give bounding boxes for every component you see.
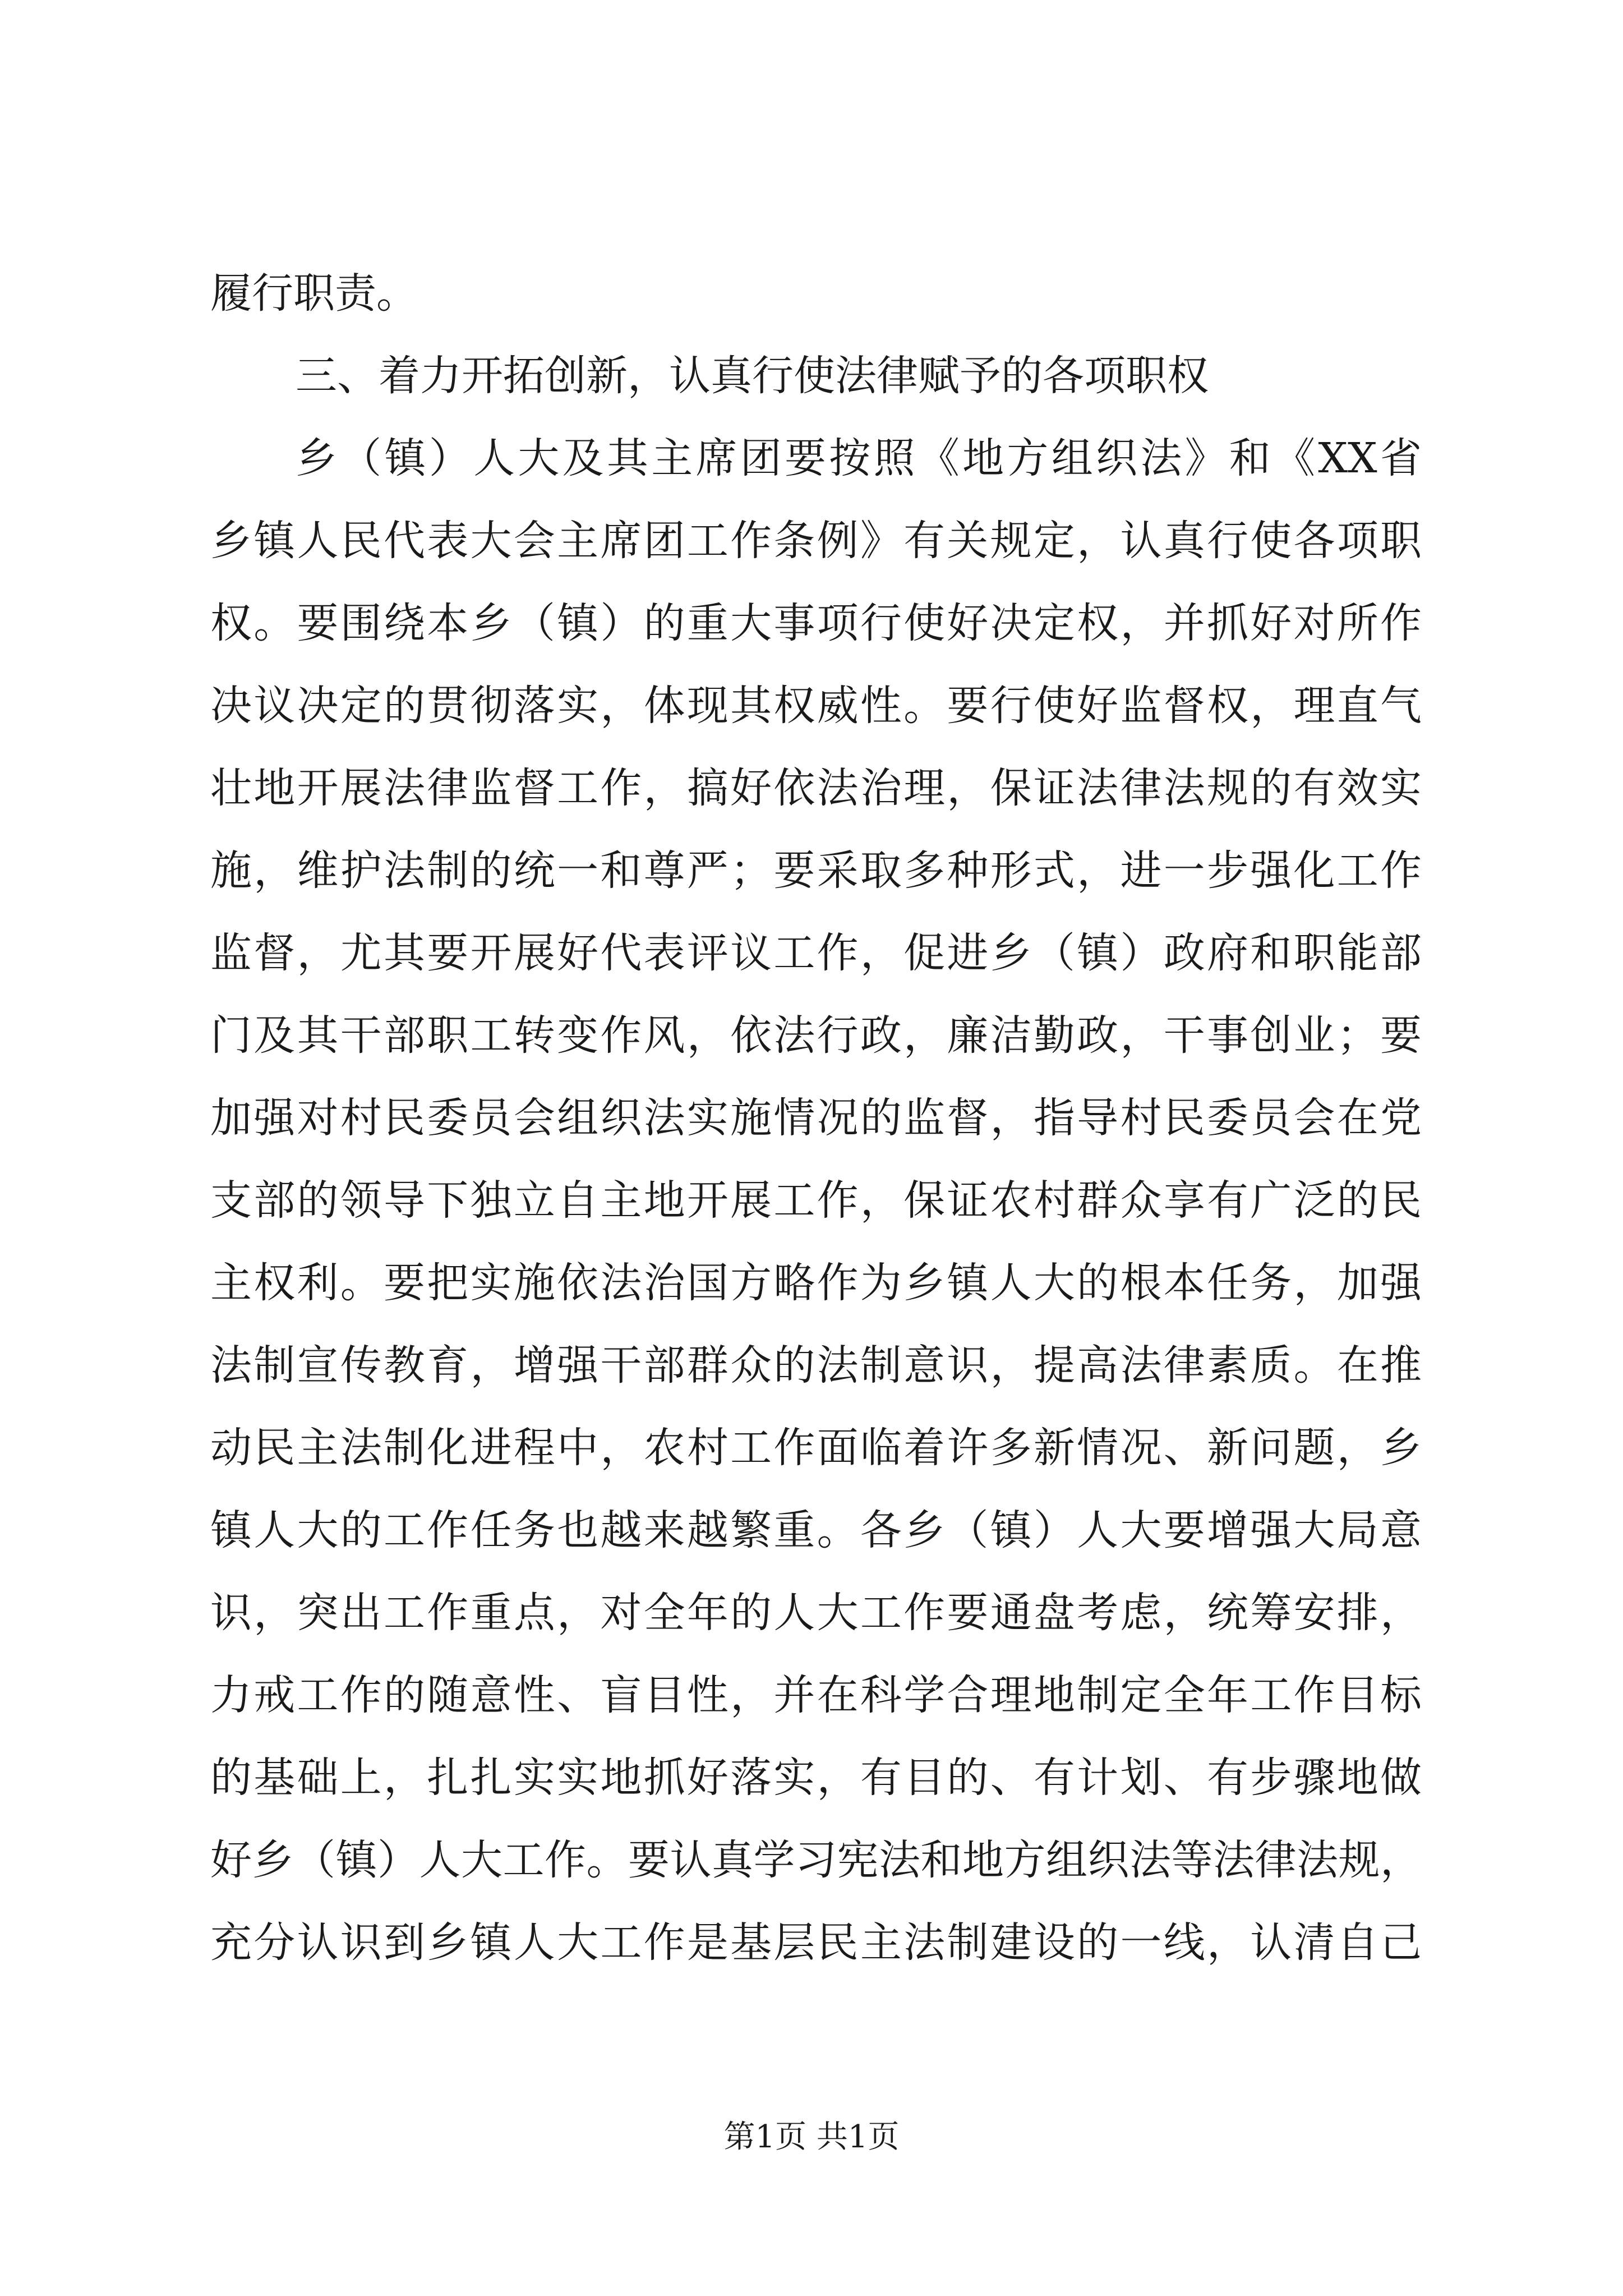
paragraph-line: 门及其干部职工转变作风，依法行政，廉洁勤政，干事创业；要 [210,1011,1422,1060]
paragraph-line: 履行职责。 [210,269,418,318]
paragraph-line: 好乡（镇）人大工作。要认真学习宪法和地方组织法等法律法规， [210,1836,1422,1884]
paragraph-line: 决议决定的贯彻落实，体现其权威性。要行使好监督权，理直气 [210,682,1422,730]
paragraph-line: 监督，尤其要开展好代表评议工作，促进乡（镇）政府和职能部 [210,929,1422,977]
paragraph-line: 的基础上，扎扎实实地抓好落实，有目的、有计划、有步骤地做 [210,1754,1422,1802]
paragraph-line: 施，维护法制的统一和尊严；要采取多种形式，进一步强化工作 [210,846,1422,895]
page-number-label: 第1页 共1页 [723,2119,900,2155]
body-text [210,252,1422,1984]
paragraph-line: 识，突出工作重点，对全年的人大工作要通盘考虑，统筹安排， [210,1589,1422,1637]
paragraph-line: 法制宣传教育，增强干部群众的法制意识，提高法律素质。在推 [210,1341,1422,1389]
paragraph-line: 乡镇人民代表大会主席团工作条例》有关规定，认真行使各项职 [210,517,1422,565]
paragraph-line: 主权利。要把实施依法治国方略作为乡镇人大的根本任务，加强 [210,1259,1422,1307]
paragraph-line: 力戒工作的随意性、盲目性，并在科学合理地制定全年工作目标 [210,1671,1422,1719]
page-footer [0,2118,1623,2157]
paragraph-line: 权。要围绕本乡（镇）的重大事项行使好决定权，并抓好对所作 [210,599,1422,647]
paragraph-line: 镇人大的工作任务也越来越繁重。各乡（镇）人大要增强大局意 [210,1506,1422,1554]
paragraph-line: 乡（镇）人大及其主席团要按照《地方组织法》和《XX省 [296,434,1422,482]
paragraph-line: 支部的领导下独立自主地开展工作，保证农村群众享有广泛的民 [210,1176,1422,1225]
paragraph-line: 壮地开展法律监督工作，搞好依法治理，保证法律法规的有效实 [210,764,1422,812]
paragraph-line: 加强对村民委员会组织法实施情况的监督，指导村民委员会在党 [210,1094,1422,1142]
paragraph-line: 充分认识到乡镇人大工作是基层民主法制建设的一线，认清自己 [210,1918,1422,1967]
section-heading: 三、着力开拓创新，认真行使法律赋予的各项职权 [296,352,1209,400]
paragraph-line: 动民主法制化进程中，农村工作面临着许多新情况、新问题，乡 [210,1424,1422,1472]
